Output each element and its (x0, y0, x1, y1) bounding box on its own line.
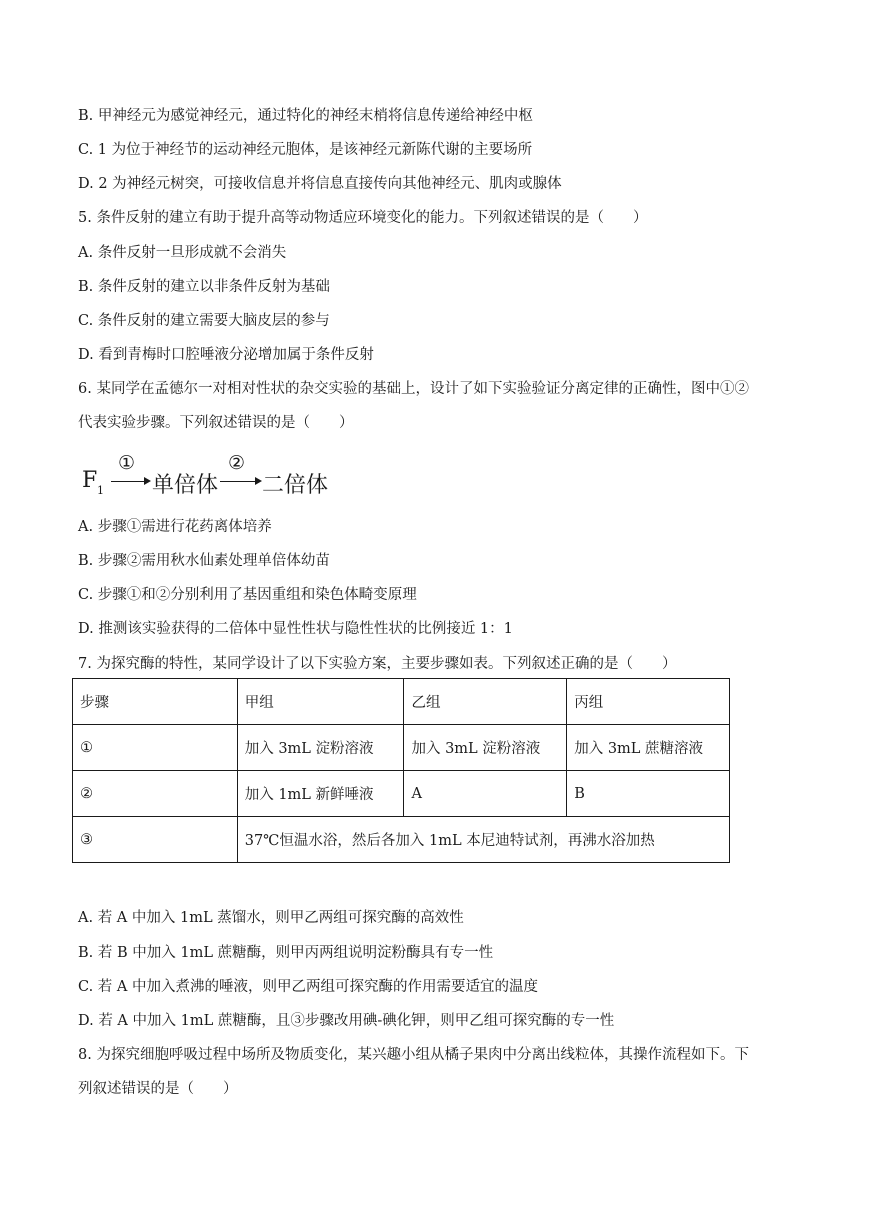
table-cell: A (404, 771, 567, 817)
q6-flow-diagram (82, 452, 402, 502)
q6-stem-line1: 6. 某同学在孟德尔一对相对性状的杂交实验的基础上，设计了如下实验验证分离定律的正确性，图中①② (78, 381, 749, 397)
table-cell: 加入 3mL 淀粉溶液 (404, 725, 567, 771)
table-header-cell: 甲组 (237, 679, 404, 725)
q8-stem-line1: 8. 为探究细胞呼吸过程中场所及物质变化，某兴趣小组从橘子果肉中分离出线粒体，其操作流程如下。下 (78, 1047, 749, 1063)
q6-option-a: A. 步骤①需进行花药离体培养 (78, 519, 272, 535)
table-row (73, 817, 730, 863)
q6-stem-line2: 代表实验步骤。下列叙述错误的是（ ） (78, 415, 354, 431)
q7-option-c: C. 若 A 中加入煮沸的唾液，则甲乙两组可探究酶的作用需要适宜的温度 (78, 979, 538, 995)
diagram-end-label: 二倍体 (262, 473, 329, 498)
diagram-start-subscript: 1 (97, 484, 104, 497)
q7-option-d: D. 若 A 中加入 1mL 蔗糖酶，且③步骤改用碘-碘化钾，则甲乙组可探究酶的专一性 (78, 1013, 615, 1029)
table-cell: 37℃恒温水浴，然后各加入 1mL 本尼迪特试剂，再沸水浴加热 (237, 817, 729, 863)
q5-stem: 5. 条件反射的建立有助于提升高等动物适应环境变化的能力。下列叙述错误的是（ ） (78, 210, 648, 226)
q6-option-c: C. 步骤①和②分别利用了基因重组和染色体畸变原理 (78, 587, 417, 603)
q5-option-c: C. 条件反射的建立需要大脑皮层的参与 (78, 313, 330, 329)
q6-option-b: B. 步骤②需用秋水仙素处理单倍体幼苗 (78, 553, 330, 569)
table-cell: ① (73, 725, 238, 771)
table-row (73, 679, 730, 725)
q8-stem-line2: 列叙述错误的是（ ） (78, 1081, 238, 1097)
q7-option-a: A. 若 A 中加入 1mL 蒸馏水，则甲乙两组可探究酶的高效性 (78, 910, 464, 926)
diagram-arrow-1 (111, 481, 149, 482)
diagram-step1-label: ① (118, 452, 136, 474)
q4-option-d: D. 2 为神经元树突，可接收信息并将信息直接传向其他神经元、肌肉或腺体 (78, 176, 562, 192)
q4-option-c: C. 1 为位于神经节的运动神经元胞体，是该神经元新陈代谢的主要场所 (78, 142, 533, 158)
table-cell: 加入 1mL 新鲜唾液 (237, 771, 404, 817)
q4-option-b: B. 甲神经元为感觉神经元，通过特化的神经末梢将信息传递给神经中枢 (78, 108, 533, 124)
q5-option-d: D. 看到青梅时口腔唾液分泌增加属于条件反射 (78, 347, 374, 363)
q7-steps-table (72, 678, 730, 863)
diagram-arrow-2 (220, 481, 260, 482)
table-row (73, 725, 730, 771)
q5-option-b: B. 条件反射的建立以非条件反射为基础 (78, 279, 330, 295)
q7-option-b: B. 若 B 中加入 1mL 蔗糖酶，则甲丙两组说明淀粉酶具有专一性 (78, 945, 494, 961)
q6-option-d: D. 推测该实验获得的二倍体中显性性状与隐性性状的比例接近 1：1 (78, 621, 513, 637)
q7-stem: 7. 为探究酶的特性，某同学设计了以下实验方案，主要步骤如表。下列叙述正确的是（ ） (78, 656, 677, 672)
table-header-cell: 丙组 (567, 679, 730, 725)
table-row (73, 771, 730, 817)
table-cell: ② (73, 771, 238, 817)
q5-option-a: A. 条件反射一旦形成就不会消失 (78, 245, 287, 261)
table-cell: 加入 3mL 蔗糖溶液 (567, 725, 730, 771)
table-header-cell: 乙组 (404, 679, 567, 725)
table-cell: 加入 3mL 淀粉溶液 (237, 725, 404, 771)
table-cell: ③ (73, 817, 238, 863)
table-cell: B (567, 771, 730, 817)
diagram-start-label: F (82, 468, 98, 493)
diagram-step2-label: ② (228, 452, 246, 474)
table-header-cell: 步骤 (73, 679, 238, 725)
diagram-mid-label: 单倍体 (152, 473, 219, 498)
